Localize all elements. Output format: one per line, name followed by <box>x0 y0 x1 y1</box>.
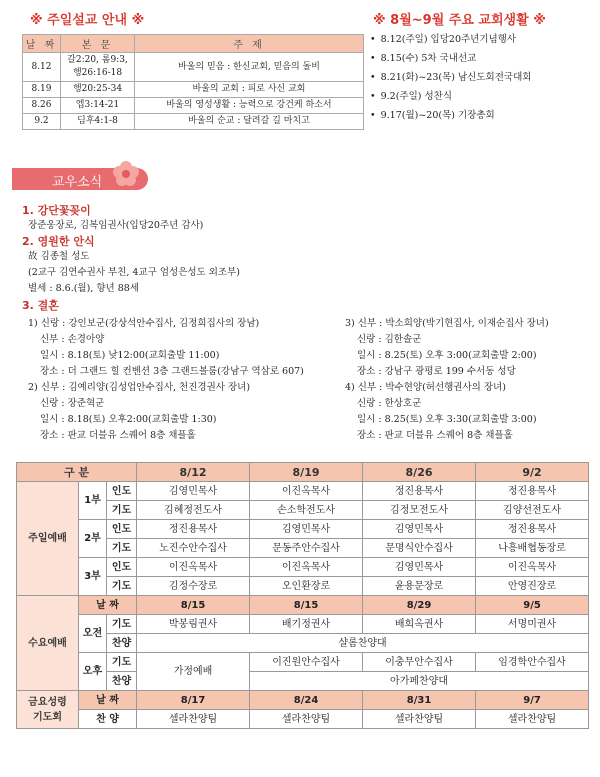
role-label: 찬양 <box>107 634 137 653</box>
header-date: 8/12 <box>137 463 250 482</box>
cell: 아가페찬양대 <box>250 672 589 691</box>
cell: 윤용문장로 <box>363 577 476 596</box>
sermon-text: 행20:25-34 <box>61 82 135 98</box>
cell: 김정수장로 <box>137 577 250 596</box>
header-date: 8/26 <box>363 463 476 482</box>
wedding-line: 일시 : 8.25(토) 오후 3:00(교회출발 2:00) <box>357 350 537 361</box>
date-cell: 9/7 <box>476 691 589 710</box>
wedding-line: 2) 신부 : 김예리양(김성업안수집사, 천진경권사 장녀) <box>28 382 251 393</box>
date-label: 날 짜 <box>79 596 137 615</box>
group-sunday: 주일예배 <box>17 482 79 596</box>
header-date: 8/19 <box>250 463 363 482</box>
cell: 나흥배협동장로 <box>476 539 589 558</box>
table-row <box>23 98 364 114</box>
table-row <box>23 114 364 130</box>
part-label: 3부 <box>79 558 107 596</box>
cell: 김정모전도사 <box>363 501 476 520</box>
wedding-line: 장소 : 더 그랜드 힐 컨벤션 3층 그랜드볼룸(강남구 역삼로 607) <box>40 366 304 377</box>
sermon-topic: 바울의 영성생활 : 능력으로 강건케 하소서 <box>135 98 364 114</box>
wedding-line: 장소 : 판교 더블유 스퀘어 8층 채플홀 <box>40 430 196 441</box>
group-friday-line2: 기도회 <box>33 711 62 723</box>
cell: 셀라찬양팀 <box>476 710 589 729</box>
rest-line: (2교구 김연수권사 부친, 4교구 엄성은성도 외조부) <box>28 267 240 278</box>
wedding-line: 일시 : 8.18(토) 낮12:00(교회출발 11:00) <box>40 350 220 361</box>
table-row <box>17 653 589 672</box>
cell: 셀라찬양팀 <box>250 710 363 729</box>
sermon-date: 8.19 <box>23 82 61 98</box>
cell: 김양선전도사 <box>476 501 589 520</box>
sermon-topic: 바울의 교회 : 피로 사신 교회 <box>135 82 364 98</box>
wedding-line: 일시 : 8.18(토) 오후2:00(교회출발 1:30) <box>40 414 217 425</box>
cell: 정진용목사 <box>476 482 589 501</box>
cell: 임경학안수집사 <box>476 653 589 672</box>
table-row <box>23 53 364 82</box>
cell: 김혜정전도사 <box>137 501 250 520</box>
header-date: 날 짜 <box>23 35 61 53</box>
role-label: 찬양 <box>107 672 137 691</box>
section-title-rest: 2. 영원한 안식 <box>22 235 95 248</box>
table-row <box>17 710 589 729</box>
role-label: 인도 <box>107 482 137 501</box>
header-text: 본 문 <box>61 35 135 53</box>
date-cell: 9/5 <box>476 596 589 615</box>
sermon-table <box>22 34 364 130</box>
sermon-title: ※ 주일설교 안내 ※ <box>30 13 145 28</box>
sermon-date: 8.26 <box>23 98 61 114</box>
wedding-line: 4) 신부 : 박수현양(허선행권사의 장녀) <box>345 382 506 393</box>
list-item: • 9.17(월)~20(목) 기장총회 <box>370 106 531 125</box>
date-cell: 8/15 <box>250 596 363 615</box>
cell: 가정예배 <box>137 653 250 691</box>
table-row <box>17 482 589 501</box>
date-cell: 8/15 <box>137 596 250 615</box>
sermon-text: 갈2:20, 롬9:3, 행26:16-18 <box>61 53 135 82</box>
table-row <box>23 82 364 98</box>
events-list <box>370 30 531 125</box>
cell: 이진옥목사 <box>250 482 363 501</box>
wedding-line: 장소 : 강남구 광평로 199 수서동 성당 <box>357 366 516 377</box>
role-label: 기도 <box>107 539 137 558</box>
rest-line: 故 김종철 성도 <box>28 251 90 262</box>
sermon-date: 9.2 <box>23 114 61 130</box>
date-cell: 8/17 <box>137 691 250 710</box>
cell: 안영진장로 <box>476 577 589 596</box>
cell: 김영민목사 <box>137 482 250 501</box>
wedding-line: 1) 신랑 : 강인보군(강상석안수집사, 김정희집사의 장남) <box>28 318 260 329</box>
part-label: 1부 <box>79 482 107 520</box>
cell: 노진수안수집사 <box>137 539 250 558</box>
flower-icon <box>112 160 140 188</box>
role-label: 기도 <box>107 501 137 520</box>
header-date: 9/2 <box>476 463 589 482</box>
cell: 정진용목사 <box>476 520 589 539</box>
date-cell: 8/29 <box>363 596 476 615</box>
group-wednesday: 수요예배 <box>17 596 79 691</box>
cell: 박봉림권사 <box>137 615 250 634</box>
wedding-line: 신랑 : 김한솔군 <box>357 334 422 345</box>
cell: 셀라찬양팀 <box>363 710 476 729</box>
group-friday <box>17 691 79 729</box>
header-topic: 주 제 <box>135 35 364 53</box>
cell: 샬롬찬양대 <box>137 634 589 653</box>
list-item: • 8.21(화)~23(목) 남신도회전국대회 <box>370 68 531 87</box>
sermon-topic: 바울의 순교 : 달려갈 길 마치고 <box>135 114 364 130</box>
news-banner-label: 교우소식 <box>52 175 103 190</box>
table-row <box>17 558 589 577</box>
wedding-line: 일시 : 8.25(토) 오후 3:30(교회출발 3:00) <box>357 414 537 425</box>
header-label: 구 분 <box>17 463 137 482</box>
part-label: 2부 <box>79 520 107 558</box>
part-label: 오전 <box>79 615 107 653</box>
role-label: 기도 <box>107 653 137 672</box>
cell: 김영민목사 <box>250 520 363 539</box>
date-label: 날 짜 <box>79 691 137 710</box>
cell: 배기정권사 <box>250 615 363 634</box>
role-label: 인도 <box>107 558 137 577</box>
list-item: • 8.15(수) 5차 국내선교 <box>370 49 531 68</box>
role-label: 기도 <box>107 577 137 596</box>
flowers-line: 장준웅장로, 김복임권사(입당20주년 감사) <box>28 220 204 231</box>
cell: 서명미권사 <box>476 615 589 634</box>
cell: 정진용목사 <box>363 482 476 501</box>
cell: 정진용목사 <box>137 520 250 539</box>
events-title: ※ 8월~9월 주요 교회생활 ※ <box>373 13 546 28</box>
cell: 문명식안수집사 <box>363 539 476 558</box>
sermon-header-row <box>23 35 364 53</box>
wedding-line: 신랑 : 한상호군 <box>357 398 422 409</box>
cell: 문동주안수집사 <box>250 539 363 558</box>
cell: 이진옥목사 <box>137 558 250 577</box>
date-cell: 8/24 <box>250 691 363 710</box>
table-row <box>17 596 589 615</box>
role-label: 기도 <box>107 615 137 634</box>
wedding-line: 신랑 : 장준혁군 <box>40 398 105 409</box>
sermon-date: 8.12 <box>23 53 61 82</box>
section-title-wedding: 3. 결혼 <box>22 299 59 312</box>
table-row <box>17 520 589 539</box>
cell: 김영민목사 <box>363 520 476 539</box>
section-title-flowers: 1. 강단꽃꽂이 <box>22 204 91 217</box>
sermon-topic: 바울의 믿음 : 한신교회, 믿음의 돌비 <box>135 53 364 82</box>
table-row <box>17 615 589 634</box>
cell: 셀라찬양팀 <box>137 710 250 729</box>
cell: 이진원안수집사 <box>250 653 363 672</box>
rest-line: 별세 : 8.6.(월), 향년 88세 <box>28 283 139 294</box>
cell: 이충무안수집사 <box>363 653 476 672</box>
table-row <box>17 691 589 710</box>
cell: 이진옥목사 <box>250 558 363 577</box>
cell: 배희옥권사 <box>363 615 476 634</box>
cell: 손소학전도사 <box>250 501 363 520</box>
role-label: 찬 양 <box>79 710 137 729</box>
wedding-line: 신부 : 손경아양 <box>40 334 105 345</box>
sermon-text: 엡3:14-21 <box>61 98 135 114</box>
date-cell: 8/31 <box>363 691 476 710</box>
cell: 김영민목사 <box>363 558 476 577</box>
wedding-line: 장소 : 판교 더블유 스퀘어 8층 채플홀 <box>357 430 513 441</box>
schedule-header-row <box>17 463 589 482</box>
cell: 이진옥목사 <box>476 558 589 577</box>
group-friday-line1: 금요성령 <box>28 696 67 708</box>
part-label: 오후 <box>79 653 107 691</box>
sermon-text: 딤후4:1-8 <box>61 114 135 130</box>
list-item: • 8.12(주일) 입당20주년기념행사 <box>370 30 531 49</box>
list-item: • 9.2(주일) 성찬식 <box>370 87 531 106</box>
cell: 오인환장로 <box>250 577 363 596</box>
wedding-line: 3) 신부 : 박소희양(박기현집사, 이재순집사 장녀) <box>345 318 549 329</box>
service-schedule-table <box>16 462 589 729</box>
role-label: 인도 <box>107 520 137 539</box>
